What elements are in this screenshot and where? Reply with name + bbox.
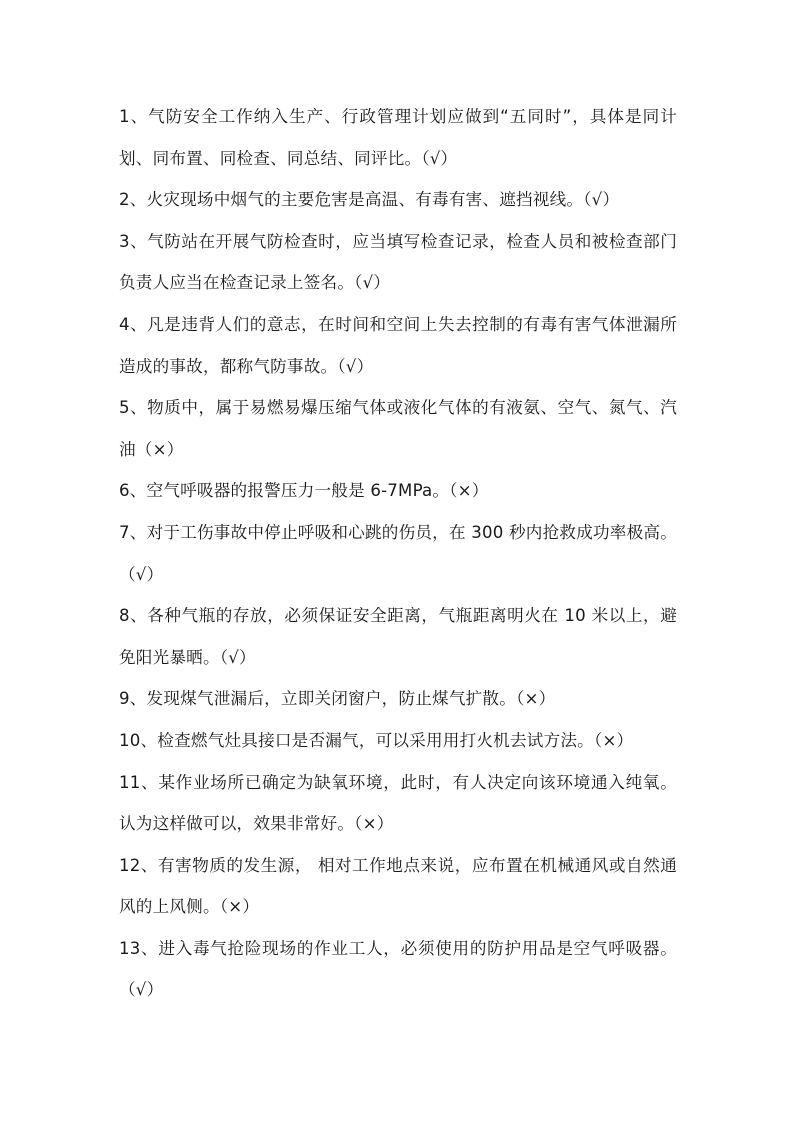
question-item-7: 7、对于工伤事故中停止呼吸和心跳的伤员，在 300 秒内抢救成功率极高。（√）: [119, 522, 677, 584]
question-item-3: 3、气防站在开展气防检查时，应当填写检查记录，检查人员和被检查部门负责人应当在检查记录上签名。（√）: [119, 231, 677, 293]
question-item-13: 13、进入毒气抢险现场的作业工人，必须使用的防护用品是空气呼吸器。（√）: [119, 938, 677, 1000]
question-item-2: 2、火灾现场中烟气的主要危害是高温、有毒有害、遮挡视线。（√）: [119, 190, 620, 210]
question-item-12: 12、有害物质的发生源， 相对工作地点来说，应布置在机械通风或自然通风的上风侧。（×）: [119, 855, 677, 917]
question-item-1: 1、气防安全工作纳入生产、行政管理计划应做到“五同时”，具体是同计划、同布置、同检查、同总结、同评比。（√）: [119, 107, 677, 168]
document-page: [119, 96, 677, 1011]
question-item-9: 9、发现煤气泄漏后，立即关闭窗户，防止煤气扩散。（×）: [119, 689, 556, 709]
question-item-10: 10、检查燃气灶具接口是否漏气，可以采用用打火机去试方法。（×）: [119, 730, 634, 750]
question-item-8: 8、各种气瓶的存放，必须保证安全距离，气瓶距离明火在 10 米以上，避免阳光暴晒。（√）: [119, 606, 677, 667]
question-item-6: 6、空气呼吸器的报警压力一般是 6-7MPa。（×）: [119, 481, 489, 501]
question-item-5: 5、物质中，属于易燃易爆压缩气体或液化气体的有液氨、空气、氮气、汽油（×）: [119, 398, 677, 459]
question-item-11: 11、某作业场所已确定为缺氧环境，此时，有人决定向该环境通入纯氧。认为这样做可以，效果非常好。（×）: [119, 772, 677, 834]
question-item-4: 4、凡是违背人们的意志，在时间和空间上失去控制的有毒有害气体泄漏所造成的事故，都称气防事故。（√）: [119, 314, 677, 376]
